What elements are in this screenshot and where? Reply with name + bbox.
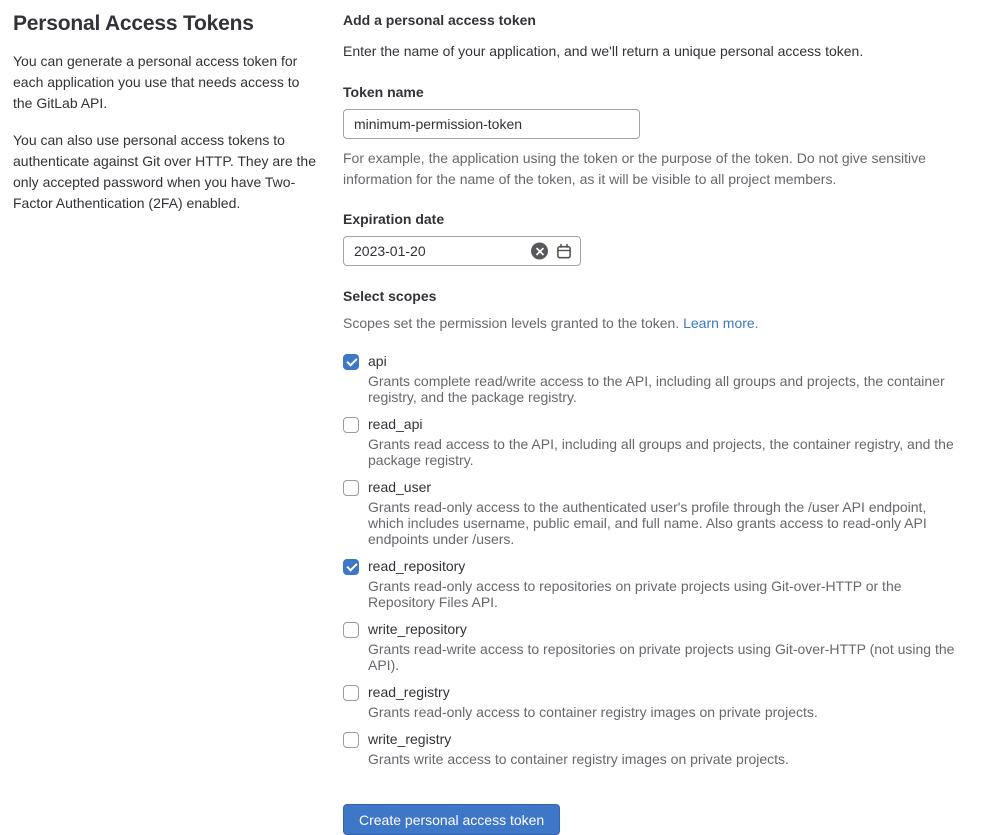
select-scopes-label: Select scopes (343, 288, 437, 304)
token-name-help: For example, the application using the token or the purpose of the token. Do not give sensitive information for the name of the token, as it will be visible to all project members. (343, 150, 926, 187)
scope-description: Grants complete read/write access to the API, including all groups and projects, the container registry, and the package registry. (368, 373, 945, 405)
x-glyph (536, 247, 544, 255)
scope-description: Grants read-only access to the authenticated user's profile through the /user API endpoint, which includes username, public email, and full name. Also grants access to read-only API endpoints under /users. (368, 499, 927, 547)
scope-row (343, 353, 965, 370)
scope-row (343, 621, 965, 638)
page-title: Personal Access Tokens (13, 12, 254, 35)
intro-paragraph-1: You can generate a personal access token for each application you use that needs access to the GitLab API. (13, 53, 300, 111)
scope-description: Grants read access to the API, including all groups and projects, the container registry, and the package registry. (368, 436, 954, 468)
form-subheading: Enter the name of your application, and we'll return a unique personal access token. (343, 43, 864, 59)
scope-row (343, 479, 965, 496)
expiration-date-label: Expiration date (343, 211, 445, 227)
learn-more-link[interactable]: Learn more. (683, 315, 759, 331)
scope-row (343, 731, 965, 748)
scope-item-write_registry (343, 731, 965, 767)
expiration-date-field (343, 211, 965, 266)
scope-label: read_repository (368, 558, 466, 574)
form-heading: Add a personal access token (343, 12, 536, 28)
scope-description: Grants write access to container registry images on private projects. (368, 751, 789, 767)
scope-label: read_registry (368, 684, 450, 700)
scope-item-api (343, 353, 965, 405)
scope-checkbox-read_api[interactable] (343, 417, 359, 433)
scope-row (343, 684, 965, 701)
scope-checkbox-write_repository[interactable] (343, 622, 359, 638)
clear-date-icon[interactable] (531, 243, 548, 260)
scope-description: Grants read-write access to repositories on private projects using Git-over-HTTP (not using the API). (368, 641, 955, 673)
token-name-input[interactable] (343, 109, 640, 139)
scope-checkbox-read_user[interactable] (343, 480, 359, 496)
scope-checkbox-read_registry[interactable] (343, 685, 359, 701)
scope-row (343, 416, 965, 433)
scope-checkbox-write_registry[interactable] (343, 732, 359, 748)
scope-label: write_registry (368, 731, 452, 747)
scope-item-read_repository (343, 558, 965, 610)
settings-section-intro (13, 12, 318, 230)
scope-description: Grants read-only access to repositories on private projects using Git-over-HTTP or the Repository Files API. (368, 578, 902, 610)
scope-description: Grants read-only access to container registry images on private projects. (368, 704, 818, 720)
scopes-list (343, 353, 965, 767)
token-name-label: Token name (343, 84, 424, 100)
scope-label: api (368, 353, 387, 369)
scope-item-read_registry (343, 684, 965, 720)
scope-checkbox-api[interactable] (343, 354, 359, 370)
select-scopes-section (343, 288, 965, 767)
scope-checkbox-read_repository[interactable] (343, 559, 359, 575)
scope-label: read_api (368, 416, 423, 432)
calendar-icon[interactable] (555, 243, 572, 260)
scope-item-read_user (343, 479, 965, 547)
token-name-field (343, 84, 965, 190)
intro-paragraph-2: You can also use personal access tokens to authenticate against Git over HTTP. They are the only accepted password when you have Two-Factor Authentication (2FA) enabled. (13, 132, 316, 211)
scope-item-read_api (343, 416, 965, 468)
expiration-date-input-group (343, 236, 581, 266)
add-token-form (343, 12, 965, 835)
scopes-subtitle (343, 313, 965, 333)
scopes-subtitle-text: Scopes set the permission levels granted to the token. (343, 315, 680, 331)
create-token-button[interactable]: Create personal access token (343, 804, 560, 835)
scope-row (343, 558, 965, 575)
personal-access-tokens-page (13, 12, 973, 835)
scope-label: read_user (368, 479, 432, 495)
scope-item-write_repository (343, 621, 965, 673)
scope-label: write_repository (368, 621, 467, 637)
calendar-glyph (556, 243, 572, 259)
